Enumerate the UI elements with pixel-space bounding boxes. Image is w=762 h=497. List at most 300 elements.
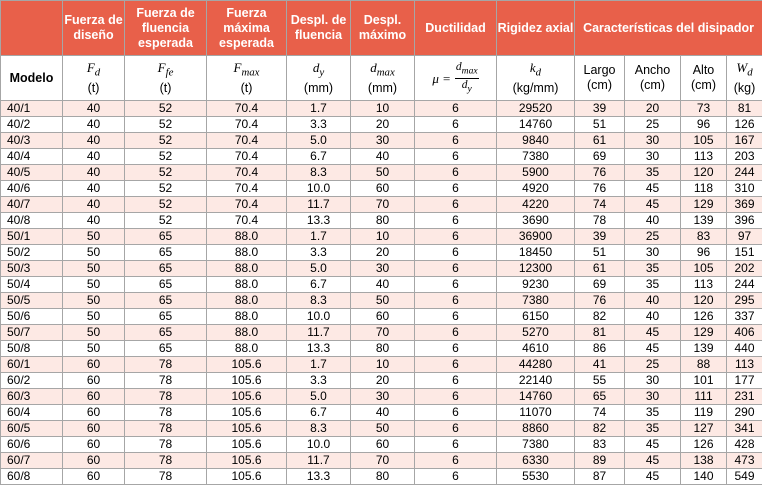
header-kd: Rigidez axial [497, 1, 575, 56]
cell-fmax: 88.0 [207, 245, 287, 261]
cell-kd: 36900 [497, 229, 575, 245]
cell-ffe: 78 [125, 469, 207, 485]
cell-fmax: 88.0 [207, 293, 287, 309]
cell-largo: 89 [575, 453, 625, 469]
cell-dy: 6.7 [287, 405, 351, 421]
cell-ancho: 45 [625, 453, 681, 469]
cell-dy: 11.7 [287, 325, 351, 341]
cell-dmax: 80 [351, 213, 415, 229]
cell-alto: 138 [681, 453, 727, 469]
cell-ancho: 35 [625, 405, 681, 421]
unit-ffe: (t) [159, 80, 172, 95]
cell-fmax: 105.6 [207, 437, 287, 453]
cell-duct: 6 [415, 261, 497, 277]
cell-model: 60/5 [1, 421, 63, 437]
cell-dmax: 70 [351, 453, 415, 469]
cell-ffe: 52 [125, 117, 207, 133]
table-row [1, 213, 762, 229]
sym-ffe: $F_{fe}$ (t) [125, 56, 207, 101]
cell-ffe: 65 [125, 245, 207, 261]
cell-wd: 406 [727, 325, 762, 341]
cell-alto: 113 [681, 277, 727, 293]
cell-wd: 337 [727, 309, 762, 325]
cell-ffe: 78 [125, 437, 207, 453]
cell-fd: 50 [63, 229, 125, 245]
cell-dmax: 10 [351, 229, 415, 245]
cell-dmax: 20 [351, 245, 415, 261]
cell-ffe: 52 [125, 101, 207, 117]
header-dy: Despl. de fluencia [287, 1, 351, 56]
cell-dy: 11.7 [287, 453, 351, 469]
cell-dy: 13.3 [287, 469, 351, 485]
cell-wd: 369 [727, 197, 762, 213]
cell-kd: 7380 [497, 437, 575, 453]
table-row [1, 101, 762, 117]
cell-kd: 5900 [497, 165, 575, 181]
cell-fd: 60 [63, 389, 125, 405]
unit-dmax: (mm) [367, 80, 398, 95]
cell-ancho: 40 [625, 213, 681, 229]
cell-largo: 61 [575, 261, 625, 277]
cell-dy: 8.3 [287, 293, 351, 309]
cell-duct: 6 [415, 245, 497, 261]
cell-kd: 12300 [497, 261, 575, 277]
table-row [1, 341, 762, 357]
cell-ancho: 30 [625, 373, 681, 389]
cell-fmax: 70.4 [207, 165, 287, 181]
cell-alto: 111 [681, 389, 727, 405]
cell-ancho: 45 [625, 181, 681, 197]
cell-fmax: 105.6 [207, 453, 287, 469]
cell-duct: 6 [415, 197, 497, 213]
cell-duct: 6 [415, 341, 497, 357]
cell-fd: 40 [63, 133, 125, 149]
cell-fmax: 88.0 [207, 261, 287, 277]
cell-wd: 126 [727, 117, 762, 133]
cell-fmax: 70.4 [207, 101, 287, 117]
cell-dmax: 20 [351, 373, 415, 389]
table-row [1, 469, 762, 485]
cell-ancho: 45 [625, 469, 681, 485]
cell-alto: 118 [681, 181, 727, 197]
cell-model: 50/8 [1, 341, 63, 357]
cell-dmax: 50 [351, 293, 415, 309]
cell-largo: 74 [575, 197, 625, 213]
cell-ffe: 78 [125, 373, 207, 389]
cell-largo: 39 [575, 229, 625, 245]
cell-fd: 50 [63, 325, 125, 341]
cell-wd: 244 [727, 165, 762, 181]
cell-ancho: 35 [625, 261, 681, 277]
cell-alto: 105 [681, 133, 727, 149]
cell-ancho: 35 [625, 421, 681, 437]
cell-ffe: 78 [125, 389, 207, 405]
cell-wd: 440 [727, 341, 762, 357]
header-ductilidad: Ductilidad [415, 1, 497, 56]
cell-duct: 6 [415, 229, 497, 245]
table-row [1, 373, 762, 389]
cell-largo: 87 [575, 469, 625, 485]
cell-kd: 11070 [497, 405, 575, 421]
cell-model: 60/3 [1, 389, 63, 405]
cell-largo: 61 [575, 133, 625, 149]
cell-model: 60/4 [1, 405, 63, 421]
cell-model: 40/6 [1, 181, 63, 197]
cell-model: 50/5 [1, 293, 63, 309]
cell-wd: 244 [727, 277, 762, 293]
cell-wd: 113 [727, 357, 762, 373]
cell-duct: 6 [415, 133, 497, 149]
cell-alto: 129 [681, 197, 727, 213]
cell-kd: 14760 [497, 389, 575, 405]
table-row [1, 245, 762, 261]
cell-fd: 60 [63, 373, 125, 389]
cell-ancho: 40 [625, 309, 681, 325]
cell-kd: 29520 [497, 101, 575, 117]
cell-kd: 18450 [497, 245, 575, 261]
cell-largo: 69 [575, 149, 625, 165]
cell-dmax: 40 [351, 277, 415, 293]
cell-model: 60/7 [1, 453, 63, 469]
cell-fd: 60 [63, 421, 125, 437]
cell-ffe: 65 [125, 229, 207, 245]
sym-largo: Largo (cm) [575, 56, 625, 101]
cell-dy: 5.0 [287, 261, 351, 277]
cell-dy: 6.7 [287, 149, 351, 165]
cell-wd: 81 [727, 101, 762, 117]
cell-ancho: 45 [625, 197, 681, 213]
cell-dmax: 80 [351, 341, 415, 357]
cell-alto: 96 [681, 117, 727, 133]
cell-dmax: 60 [351, 437, 415, 453]
cell-ffe: 78 [125, 453, 207, 469]
cell-alto: 119 [681, 405, 727, 421]
cell-alto: 139 [681, 341, 727, 357]
cell-fd: 50 [63, 261, 125, 277]
cell-dmax: 70 [351, 197, 415, 213]
cell-largo: 82 [575, 421, 625, 437]
cell-fmax: 70.4 [207, 117, 287, 133]
cell-kd: 3690 [497, 213, 575, 229]
cell-dmax: 10 [351, 101, 415, 117]
cell-ffe: 52 [125, 133, 207, 149]
cell-largo: 74 [575, 405, 625, 421]
cell-duct: 6 [415, 325, 497, 341]
cell-ffe: 52 [125, 213, 207, 229]
cell-largo: 81 [575, 325, 625, 341]
table-row [1, 261, 762, 277]
cell-alto: 101 [681, 373, 727, 389]
cell-model: 40/3 [1, 133, 63, 149]
cell-fd: 60 [63, 453, 125, 469]
cell-dy: 5.0 [287, 389, 351, 405]
cell-dy: 8.3 [287, 421, 351, 437]
cell-dmax: 80 [351, 469, 415, 485]
cell-ancho: 25 [625, 229, 681, 245]
cell-fd: 40 [63, 101, 125, 117]
cell-fmax: 88.0 [207, 341, 287, 357]
sym-fmax: $F_{max}$ (t) [207, 56, 287, 101]
cell-kd: 5530 [497, 469, 575, 485]
cell-largo: 78 [575, 213, 625, 229]
cell-wd: 151 [727, 245, 762, 261]
cell-model: 50/7 [1, 325, 63, 341]
cell-dmax: 30 [351, 389, 415, 405]
cell-ffe: 65 [125, 277, 207, 293]
cell-fmax: 70.4 [207, 181, 287, 197]
cell-fd: 40 [63, 117, 125, 133]
cell-kd: 14760 [497, 117, 575, 133]
table-row [1, 325, 762, 341]
cell-largo: 76 [575, 181, 625, 197]
cell-fmax: 88.0 [207, 309, 287, 325]
cell-dmax: 40 [351, 405, 415, 421]
cell-ancho: 30 [625, 389, 681, 405]
unit-dy: (mm) [303, 80, 334, 95]
cell-alto: 113 [681, 149, 727, 165]
cell-alto: 73 [681, 101, 727, 117]
cell-kd: 22140 [497, 373, 575, 389]
header-caracteristicas: Características del disipador [575, 1, 762, 56]
cell-duct: 6 [415, 181, 497, 197]
sym-dmax: $d_{max}$ (mm) [351, 56, 415, 101]
cell-fmax: 70.4 [207, 197, 287, 213]
cell-model: 60/8 [1, 469, 63, 485]
cell-kd: 6330 [497, 453, 575, 469]
cell-kd: 8860 [497, 421, 575, 437]
cell-dmax: 10 [351, 357, 415, 373]
cell-fd: 50 [63, 277, 125, 293]
cell-fmax: 70.4 [207, 149, 287, 165]
cell-duct: 6 [415, 293, 497, 309]
cell-alto: 139 [681, 213, 727, 229]
modelo-label: Modelo [1, 56, 63, 101]
cell-alto: 140 [681, 469, 727, 485]
cell-fd: 40 [63, 213, 125, 229]
header-ffe: Fuerza de fluencia esperada [125, 1, 207, 56]
cell-model: 40/8 [1, 213, 63, 229]
cell-kd: 5270 [497, 325, 575, 341]
cell-model: 50/6 [1, 309, 63, 325]
table-row [1, 437, 762, 453]
cell-wd: 473 [727, 453, 762, 469]
cell-alto: 120 [681, 165, 727, 181]
table-row [1, 421, 762, 437]
cell-wd: 428 [727, 437, 762, 453]
cell-duct: 6 [415, 117, 497, 133]
cell-fmax: 70.4 [207, 213, 287, 229]
table-row [1, 453, 762, 469]
cell-dmax: 50 [351, 421, 415, 437]
cell-ffe: 52 [125, 165, 207, 181]
cell-duct: 6 [415, 149, 497, 165]
cell-ancho: 35 [625, 165, 681, 181]
unit-wd: (kg) [733, 80, 756, 95]
cell-kd: 4610 [497, 341, 575, 357]
cell-ffe: 65 [125, 325, 207, 341]
cell-dy: 1.7 [287, 101, 351, 117]
cell-duct: 6 [415, 165, 497, 181]
cell-fmax: 105.6 [207, 357, 287, 373]
cell-alto: 105 [681, 261, 727, 277]
cell-largo: 82 [575, 309, 625, 325]
cell-wd: 203 [727, 149, 762, 165]
cell-fd: 50 [63, 341, 125, 357]
cell-dy: 10.0 [287, 309, 351, 325]
cell-ffe: 78 [125, 357, 207, 373]
cell-alto: 129 [681, 325, 727, 341]
cell-largo: 65 [575, 389, 625, 405]
cell-fmax: 88.0 [207, 325, 287, 341]
sym-kd: $k_d$ (kg/mm) [497, 56, 575, 101]
cell-model: 50/1 [1, 229, 63, 245]
cell-ancho: 20 [625, 101, 681, 117]
cell-ancho: 35 [625, 277, 681, 293]
sym-dy: $d_y$ (mm) [287, 56, 351, 101]
cell-wd: 341 [727, 421, 762, 437]
table-row [1, 149, 762, 165]
cell-ffe: 52 [125, 197, 207, 213]
cell-fmax: 88.0 [207, 277, 287, 293]
cell-alto: 96 [681, 245, 727, 261]
cell-alto: 126 [681, 437, 727, 453]
table-row [1, 181, 762, 197]
cell-largo: 41 [575, 357, 625, 373]
cell-ffe: 65 [125, 309, 207, 325]
cell-dy: 8.3 [287, 165, 351, 181]
cell-largo: 39 [575, 101, 625, 117]
cell-largo: 51 [575, 117, 625, 133]
cell-largo: 86 [575, 341, 625, 357]
header-fd: Fuerza de diseño [63, 1, 125, 56]
cell-duct: 6 [415, 389, 497, 405]
cell-duct: 6 [415, 469, 497, 485]
sym-ancho: Ancho (cm) [625, 56, 681, 101]
cell-ancho: 30 [625, 133, 681, 149]
cell-duct: 6 [415, 437, 497, 453]
cell-ffe: 52 [125, 181, 207, 197]
cell-model: 40/5 [1, 165, 63, 181]
cell-ffe: 65 [125, 341, 207, 357]
cell-ancho: 45 [625, 437, 681, 453]
table-row [1, 197, 762, 213]
cell-duct: 6 [415, 309, 497, 325]
table-row [1, 165, 762, 181]
cell-dy: 11.7 [287, 197, 351, 213]
cell-fd: 40 [63, 165, 125, 181]
table-row [1, 357, 762, 373]
cell-model: 40/4 [1, 149, 63, 165]
cell-dmax: 60 [351, 181, 415, 197]
cell-largo: 83 [575, 437, 625, 453]
cell-duct: 6 [415, 357, 497, 373]
cell-dy: 13.3 [287, 213, 351, 229]
cell-kd: 6150 [497, 309, 575, 325]
cell-model: 40/1 [1, 101, 63, 117]
cell-fd: 50 [63, 293, 125, 309]
cell-alto: 88 [681, 357, 727, 373]
cell-duct: 6 [415, 405, 497, 421]
cell-fmax: 105.6 [207, 421, 287, 437]
cell-ancho: 30 [625, 245, 681, 261]
cell-model: 50/4 [1, 277, 63, 293]
cell-ancho: 45 [625, 341, 681, 357]
cell-wd: 549 [727, 469, 762, 485]
cell-largo: 76 [575, 165, 625, 181]
cell-dy: 1.7 [287, 357, 351, 373]
cell-dmax: 50 [351, 165, 415, 181]
cell-fd: 40 [63, 181, 125, 197]
unit-kd: (kg/mm) [512, 80, 559, 95]
header-blank [1, 1, 63, 56]
table-row [1, 309, 762, 325]
cell-duct: 6 [415, 101, 497, 117]
cell-fd: 60 [63, 437, 125, 453]
cell-fmax: 105.6 [207, 405, 287, 421]
cell-ancho: 25 [625, 357, 681, 373]
cell-kd: 7380 [497, 293, 575, 309]
header-row [1, 1, 762, 56]
sym-fd: $F_d$ (t) [63, 56, 125, 101]
cell-fd: 40 [63, 197, 125, 213]
cell-ffe: 65 [125, 293, 207, 309]
cell-dmax: 70 [351, 325, 415, 341]
cell-largo: 76 [575, 293, 625, 309]
cell-fmax: 105.6 [207, 389, 287, 405]
cell-ancho: 40 [625, 293, 681, 309]
cell-largo: 69 [575, 277, 625, 293]
header-dmax: Despl. máximo [351, 1, 415, 56]
cell-dy: 6.7 [287, 277, 351, 293]
cell-dmax: 60 [351, 309, 415, 325]
cell-fd: 50 [63, 245, 125, 261]
cell-alto: 126 [681, 309, 727, 325]
cell-kd: 44280 [497, 357, 575, 373]
cell-duct: 6 [415, 453, 497, 469]
table-row [1, 405, 762, 421]
cell-kd: 9230 [497, 277, 575, 293]
cell-duct: 6 [415, 213, 497, 229]
cell-dmax: 30 [351, 133, 415, 149]
cell-kd: 4920 [497, 181, 575, 197]
cell-fmax: 88.0 [207, 229, 287, 245]
table-row [1, 277, 762, 293]
cell-kd: 9840 [497, 133, 575, 149]
symbol-row [1, 56, 762, 101]
cell-ffe: 78 [125, 421, 207, 437]
cell-wd: 231 [727, 389, 762, 405]
cell-ffe: 52 [125, 149, 207, 165]
cell-fd: 60 [63, 357, 125, 373]
cell-wd: 295 [727, 293, 762, 309]
cell-kd: 7380 [497, 149, 575, 165]
sym-alto: Alto (cm) [681, 56, 727, 101]
cell-wd: 396 [727, 213, 762, 229]
cell-fmax: 105.6 [207, 469, 287, 485]
cell-wd: 290 [727, 405, 762, 421]
cell-fd: 50 [63, 309, 125, 325]
table-row [1, 117, 762, 133]
cell-dy: 3.3 [287, 373, 351, 389]
cell-dy: 1.7 [287, 229, 351, 245]
cell-model: 60/6 [1, 437, 63, 453]
cell-duct: 6 [415, 421, 497, 437]
table-row [1, 133, 762, 149]
cell-ffe: 65 [125, 261, 207, 277]
cell-model: 60/2 [1, 373, 63, 389]
cell-alto: 127 [681, 421, 727, 437]
ductility-fraction: $\frac{d_{max}}{d_y}$ [455, 61, 478, 94]
